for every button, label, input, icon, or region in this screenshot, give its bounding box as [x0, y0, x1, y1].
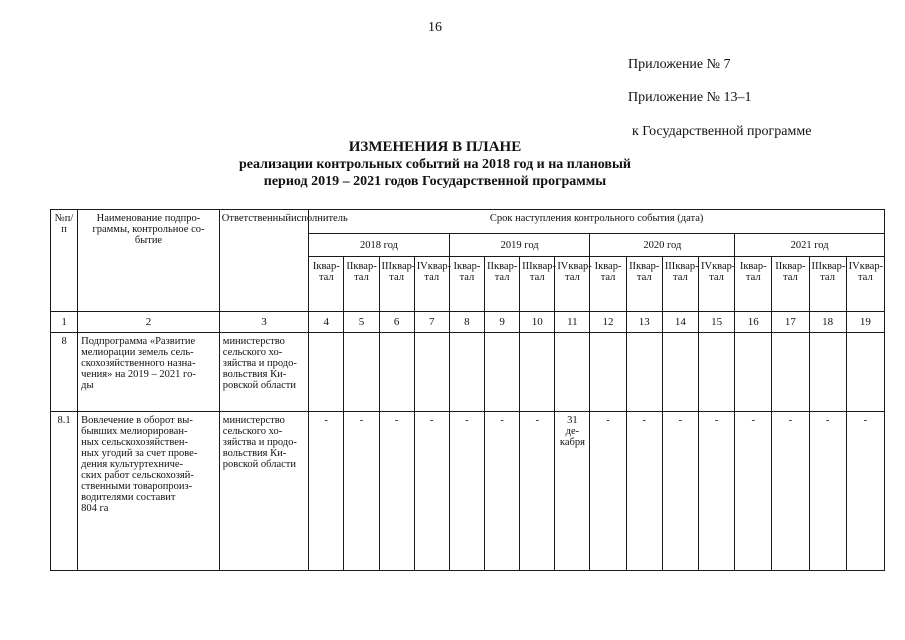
header-year-3: 2020 год — [590, 234, 735, 257]
row-quarter-3 — [379, 333, 414, 412]
header-quarter-8: IVквар-тал — [555, 257, 590, 312]
header-quarter-7: IIIквар-тал — [520, 257, 555, 312]
row-quarter-8: 31 де- кабря — [555, 412, 590, 571]
column-number-16: 16 — [735, 312, 772, 333]
control-events-table — [50, 209, 885, 571]
row-quarter-9: - — [590, 412, 626, 571]
column-number-14: 14 — [662, 312, 698, 333]
column-number-18: 18 — [809, 312, 846, 333]
column-number-11: 11 — [555, 312, 590, 333]
row-number: 8.1 — [51, 412, 78, 571]
header-quarter-5: Iквар-тал — [449, 257, 484, 312]
row-quarter-11 — [662, 333, 698, 412]
row-quarter-15: - — [809, 412, 846, 571]
header-quarter-15: IIIквар-тал — [809, 257, 846, 312]
column-number-7: 7 — [414, 312, 449, 333]
column-number-17: 17 — [772, 312, 809, 333]
row-quarter-4: - — [414, 412, 449, 571]
header-quarter-2: IIквар-тал — [344, 257, 379, 312]
row-number: 8 — [51, 333, 78, 412]
header-name: Наименование подпро-граммы, контрольное со-бытие — [78, 210, 220, 312]
header-year-1: 2018 год — [309, 234, 450, 257]
appendix-label-13-1: Приложение № 13–1 — [628, 90, 752, 105]
row-quarter-16: - — [846, 412, 884, 571]
header-quarter-16: IVквар-тал — [846, 257, 884, 312]
row-name: Вовлечение в оборот вы- бывших мелиорирован- ных сельскохозяйствен- ных угодий за счет прове- дения культуртехниче- ских работ сельскохозяй- ственными товаропроиз- водителями составит 804 га — [78, 412, 220, 571]
row-quarter-5: - — [449, 412, 484, 571]
document-subtitle-line-2: период 2019 – 2021 годов Государственной программы — [263, 174, 607, 189]
header-quarter-10: IIквар-тал — [626, 257, 662, 312]
column-number-1: 1 — [51, 312, 78, 333]
row-quarter-6: - — [485, 412, 520, 571]
header-year-4: 2021 год — [735, 234, 885, 257]
row-quarter-7: - — [520, 412, 555, 571]
header-quarter-14: IIквар-тал — [772, 257, 809, 312]
row-quarter-13 — [735, 333, 772, 412]
row-executor: министерство сельского хо- зяйства и продо- вольствия Ки- ровской области — [219, 412, 308, 571]
row-quarter-13: - — [735, 412, 772, 571]
document-subtitle-line-1: реализации контрольных событий на 2018 год и на плановый — [239, 157, 631, 172]
row-quarter-1: - — [309, 412, 344, 571]
page-number: 16 — [428, 20, 442, 35]
column-number-6: 6 — [379, 312, 414, 333]
appendix-label-7: Приложение № 7 — [628, 57, 731, 72]
table-row — [51, 333, 885, 412]
document-title: ИЗМЕНЕНИЯ В ПЛАНЕ — [348, 139, 522, 155]
column-number-10: 10 — [520, 312, 555, 333]
header-quarter-12: IVквар-тал — [698, 257, 734, 312]
row-name: Подпрограмма «Развитие мелиорации земель сель- скохозяйственного назна- чения» на 2019 – 2021 го- ды — [78, 333, 220, 412]
row-quarter-9 — [590, 333, 626, 412]
row-quarter-14 — [772, 333, 809, 412]
row-quarter-3: - — [379, 412, 414, 571]
header-year-2: 2019 год — [449, 234, 590, 257]
header-executor: Ответственныйисполнитель — [219, 210, 308, 312]
row-quarter-11: - — [662, 412, 698, 571]
row-quarter-2 — [344, 333, 379, 412]
table-row — [51, 412, 885, 571]
row-quarter-7 — [520, 333, 555, 412]
row-quarter-2: - — [344, 412, 379, 571]
column-number-19: 19 — [846, 312, 884, 333]
row-quarter-10: - — [626, 412, 662, 571]
column-number-9: 9 — [485, 312, 520, 333]
column-number-13: 13 — [626, 312, 662, 333]
column-number-3: 3 — [219, 312, 308, 333]
column-number-12: 12 — [590, 312, 626, 333]
header-quarter-13: Iквар-тал — [735, 257, 772, 312]
header-num: №п/п — [51, 210, 78, 312]
row-quarter-15 — [809, 333, 846, 412]
header-quarter-1: Iквар-тал — [309, 257, 344, 312]
header-quarter-6: IIквар-тал — [485, 257, 520, 312]
row-quarter-14: - — [772, 412, 809, 571]
row-quarter-1 — [309, 333, 344, 412]
header-quarter-9: Iквар-тал — [590, 257, 626, 312]
appendix-program-label: к Государственной программе — [632, 124, 812, 139]
column-number-5: 5 — [344, 312, 379, 333]
column-number-8: 8 — [449, 312, 484, 333]
row-quarter-10 — [626, 333, 662, 412]
column-number-2: 2 — [78, 312, 220, 333]
row-quarter-16 — [846, 333, 884, 412]
row-executor: министерство сельского хо- зяйства и продо- вольствия Ки- ровской области — [219, 333, 308, 412]
row-quarter-4 — [414, 333, 449, 412]
row-quarter-12 — [698, 333, 734, 412]
column-number-15: 15 — [698, 312, 734, 333]
row-quarter-5 — [449, 333, 484, 412]
header-quarter-3: IIIквар-тал — [379, 257, 414, 312]
row-quarter-12: - — [698, 412, 734, 571]
column-number-4: 4 — [309, 312, 344, 333]
row-quarter-6 — [485, 333, 520, 412]
header-deadline: Срок наступления контрольного события (дата) — [309, 210, 885, 234]
column-numbers-row — [51, 312, 885, 333]
header-row-deadline — [51, 210, 885, 234]
header-quarter-4: IVквар-тал — [414, 257, 449, 312]
row-quarter-8 — [555, 333, 590, 412]
header-quarter-11: IIIквар-тал — [662, 257, 698, 312]
